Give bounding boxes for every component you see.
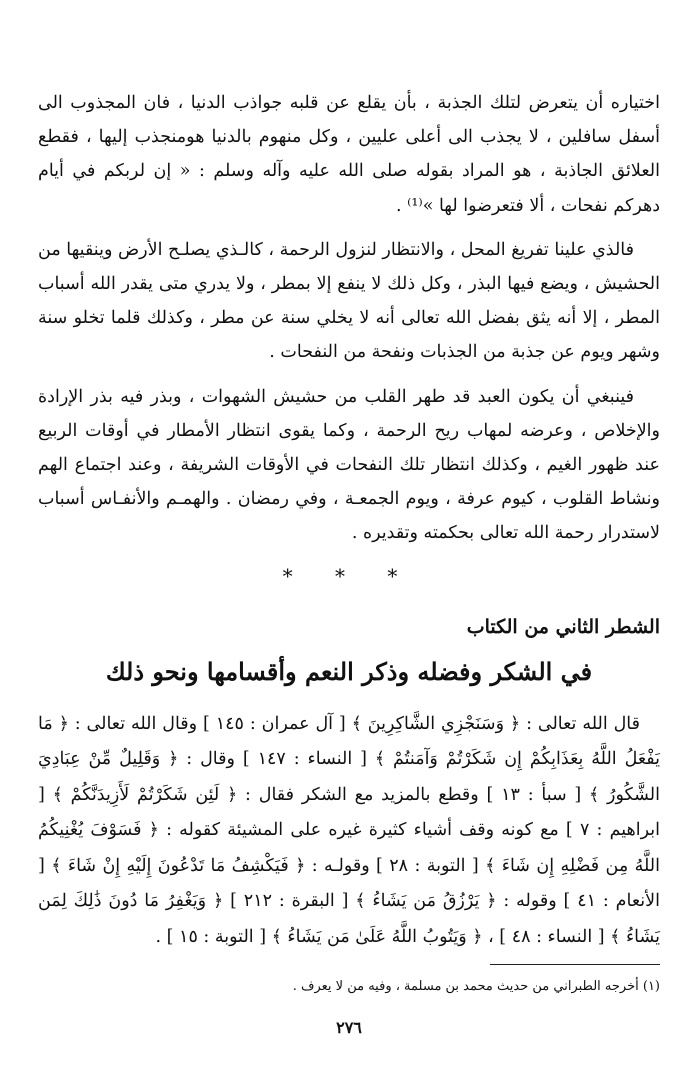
body-paragraph-2: فالذي علينا تفريغ المحل ، والانتظار لنزول الرحمة ، كالـذي يصلـح الأرض وينقيها من الحشيش ، ويضع فيها البذر ، وكل ذلك لا ينفع إلا بمطر ، ولا يدري متى يقدر الله أسباب المطر ، إلا أنه يثق بفضل الله تعالى أنه لا يخلي سنة عن مطر ، وكذلك قلما تخلو سنة وشهر ويوم عن جذبة من الجذبات ونفحة من النفحات . xyxy=(38,239,660,363)
body-paragraph-1: اختياره أن يتعرض لتلك الجذبة ، بأن يقلع عن قلبه جواذب الدنيا ، فان المجذوب الى أسفل سافلين ، لا يجذب الى أعلى عليين ، وكل منهوم بالدنيا هومنجذب إليها ، فقطع العلائق الجاذبة ، هو المراد بقوله صلى الله عليه وآله وسلم : « إن لربكم في أيام دهركم نفحات ، ألا فتعرضوا لها »⁽¹⁾ . xyxy=(38,93,660,216)
page-number: ٢٧٦ xyxy=(336,1018,362,1037)
body-paragraph-3: فينبغي أن يكون العبد قد طهر القلب من حشيش الشهوات ، وبذر فيه بذر الإرادة والإخلاص ، وعرضه لمهاب ريح الرحمة ، وكما يقوى انتظار الأمطار في أوقات الربيع عند ظهور الغيم ، وكذلك انتظار تلك النفحات في الأوقات الشريفة ، وعند اجتماع الهم ونشاط القلوب ، كيوم عرفة ، ويوم الجمعـة ، وفي رمضان . والهمـم والأنفـاس أسباب لاستدرار رحمة الله تعالى بحكمته وتقديره . xyxy=(38,386,660,544)
book-page xyxy=(38,86,660,1058)
footnote: (١) أخرجه الطبراني من حديث محمد بن مسلمة ، وفيه من لا يعرف . xyxy=(292,979,660,994)
chapter-title: في الشكر وفضله وذكر النعم وأقسامها ونحو ذلك xyxy=(105,656,593,686)
section-label: الشطر الثاني من الكتاب xyxy=(466,615,660,638)
footnote-divider xyxy=(490,964,660,965)
quran-verses-paragraph: قال الله تعالى : ﴿ وَسَنَجْزِي الشَّاكِرِينَ ﴾ [ آل عمران : ١٤٥ ] وقال الله تعالى : ﴿ مَا يَفْعَلُ اللَّهُ بِعَذَابِكُمْ إِن شَكَرْتُمْ وَآمَنتُمْ ﴾ [ النساء : ١٤٧ ] وقال : ﴿ وَقَلِيلٌ مِّنْ عِبَادِيَ الشَّكُورُ ﴾ [ سبأ : ١٣ ] وقطع بالمزيد مع الشكر فقال : ﴿ لَئِن شَكَرْتُمْ لَأَزِيدَنَّكُمْ ﴾ [ ابراهيم : ٧ ] مع كونه وقف أشياء كثيرة غيره على المشيئة كقوله : ﴿ فَسَوْفَ يُغْنِيكُمُ اللَّهُ مِن فَضْلِهِ إِن شَاءَ ﴾ [ التوبة : ٢٨ ] وقولـه : ﴿ فَيَكْشِفُ مَا تَدْعُونَ إِلَيْهِ إِنْ شَاءَ ﴾ [ الأنعام : ٤١ ] وقوله : ﴿ يَرْزُقُ مَن يَشَاءُ ﴾ [ البقرة : ٢١٢ ] ﴿ وَيَغْفِرُ مَا دُونَ ذَٰلِكَ لِمَن يَشَاءُ ﴾ [ النساء : ٤٨ ] ، ﴿ وَيَتُوبُ اللَّهُ عَلَىٰ مَن يَشَاءُ ﴾ [ التوبة : ١٥ ] . xyxy=(38,713,660,947)
section-separator: * * * xyxy=(282,563,416,588)
